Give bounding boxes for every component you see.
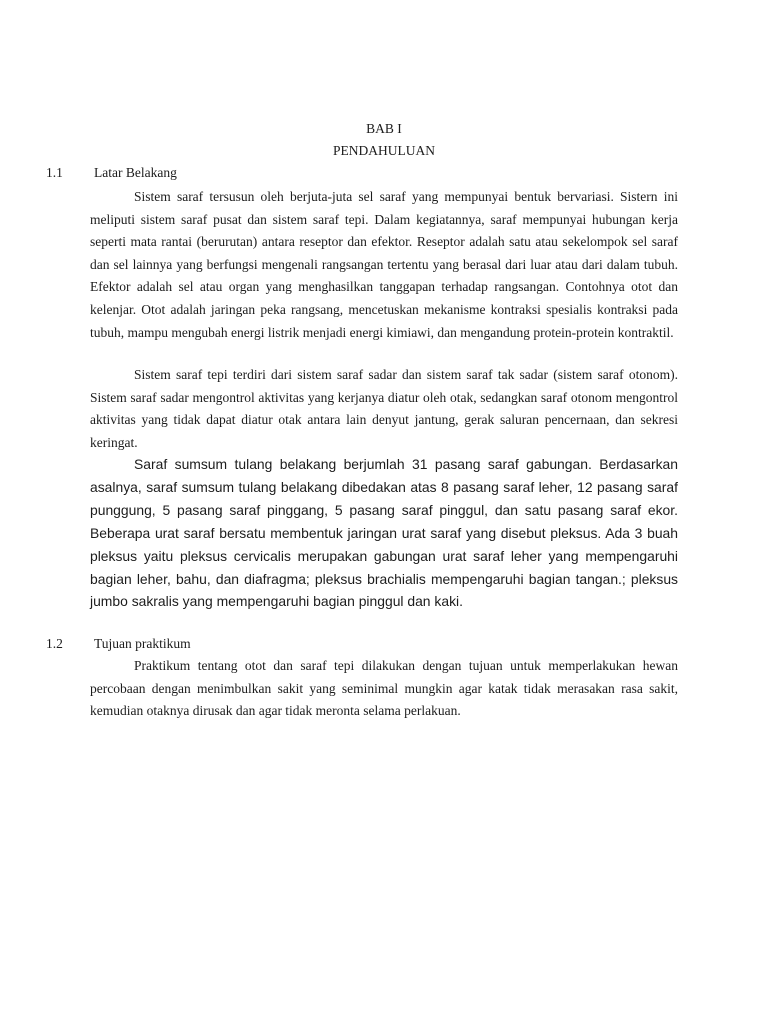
- section-heading-1-2: [46, 636, 686, 652]
- section-number: 1.2: [46, 636, 63, 651]
- paragraph-sumsum-tulang-belakang: Saraf sumsum tulang belakang berjumlah 31 pasang saraf gabungan. Berdasarkan asalnya, saraf sumsum tulang belakang dibedakan atas 8 pasang saraf leher, 12 pasang saraf punggung, 5 pasang saraf pinggang, 5 pasang saraf pinggul, dan satu pasang saraf ekor. Beberapa urat saraf bersatu membentuk jaringan urat saraf yang disebut pleksus. Ada 3 buah pleksus yaitu pleksus cervicalis merupakan gabungan urat saraf leher yang mempengaruhi bagian leher, bahu, dan diafragma; pleksus brachialis mempengaruhi bagian tangan.; pleksus jumbo sakralis yang mempengaruhi bagian pinggul dan kaki.: [90, 456, 678, 610]
- paragraph-saraf-tepi: Sistem saraf tepi terdiri dari sistem saraf sadar dan sistem saraf tak sadar (sistem saraf otonom). Sistem saraf sadar mengontrol aktivitas yang kerjanya diatur oleh otak, sedangkan saraf otonom mengontrol aktivitas yang tidak dapat diatur otak antara lain denyut jantung, gerak saluran pencernaan, dan sekresi keringat.: [90, 367, 678, 450]
- chapter-number: BAB I: [366, 121, 402, 136]
- section-heading-1-1: [46, 165, 686, 181]
- paragraph-tujuan-praktikum: Praktikum tentang otot dan saraf tepi dilakukan dengan tujuan untuk memperlakukan hewan percobaan dengan menimbulkan sakit yang seminimal mungkin agar katak tidak merasakan rasa sakit, kemudian otaknya dirusak dan agar tidak meronta selama perlakuan.: [90, 658, 678, 719]
- section-number: 1.1: [46, 165, 63, 180]
- paragraph-sistem-saraf: Sistem saraf tersusun oleh berjuta-juta sel saraf yang mempunyai bentuk bervariasi. Sistern ini meliputi sistem saraf pusat dan sistem saraf tepi. Dalam kegiatannya, saraf mempunyai hubungan kerja seperti mata rantai (berurutan) antara reseptor dan efektor. Reseptor adalah satu atau sekelompok sel saraf dan sel lainnya yang berfungsi mengenali rangsangan tertentu yang berasal dari luar atau dari dalam tubuh. Efektor adalah sel atau organ yang menghasilkan tanggapan terhadap rangsangan. Contohnya otot dan kelenjar. Otot adalah jaringan peka rangsang, mencetuskan mekanisme kontraksi spesialis kontraksi pada tubuh, mampu mengubah energi listrik menjadi energi kimiawi, dan mengandung protein-protein kontraktil.: [90, 189, 678, 340]
- section-title: Tujuan praktikum: [94, 636, 191, 651]
- chapter-title: PENDAHULUAN: [333, 143, 435, 158]
- section-title: Latar Belakang: [94, 165, 177, 180]
